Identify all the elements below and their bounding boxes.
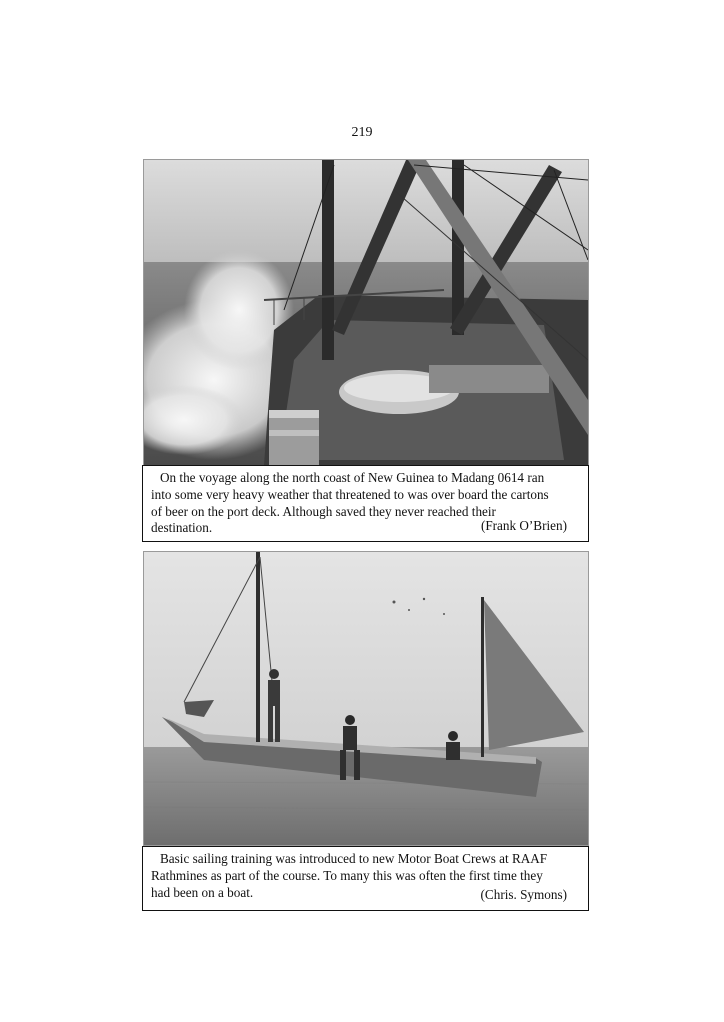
caption-line: into some very heavy weather that threatened to was over board the cartons	[151, 486, 549, 502]
ship-in-heavy-weather-photo	[143, 159, 589, 466]
caption-line: Basic sailing training was introduced to new Motor Boat Crews at RAAF	[160, 851, 548, 866]
caption-line: of beer on the port deck. Although saved they never reached their	[151, 503, 496, 519]
caption-line: had been on a boat.	[151, 884, 254, 900]
caption-line: Rathmines as part of the course. To many this was often the first time they	[151, 867, 543, 883]
photo-caption	[142, 846, 589, 911]
photo-credit: (Chris. Symons)	[480, 887, 567, 903]
caption-line: destination.	[151, 520, 213, 536]
photo-credit: (Frank O’Brien)	[480, 518, 567, 534]
caption-line: On the voyage along the north coast of New Guinea to Madang 0614 ran	[160, 470, 545, 485]
photo-caption	[142, 465, 589, 542]
page-number: 219	[351, 125, 373, 140]
sailing-boat-photo	[143, 551, 589, 846]
